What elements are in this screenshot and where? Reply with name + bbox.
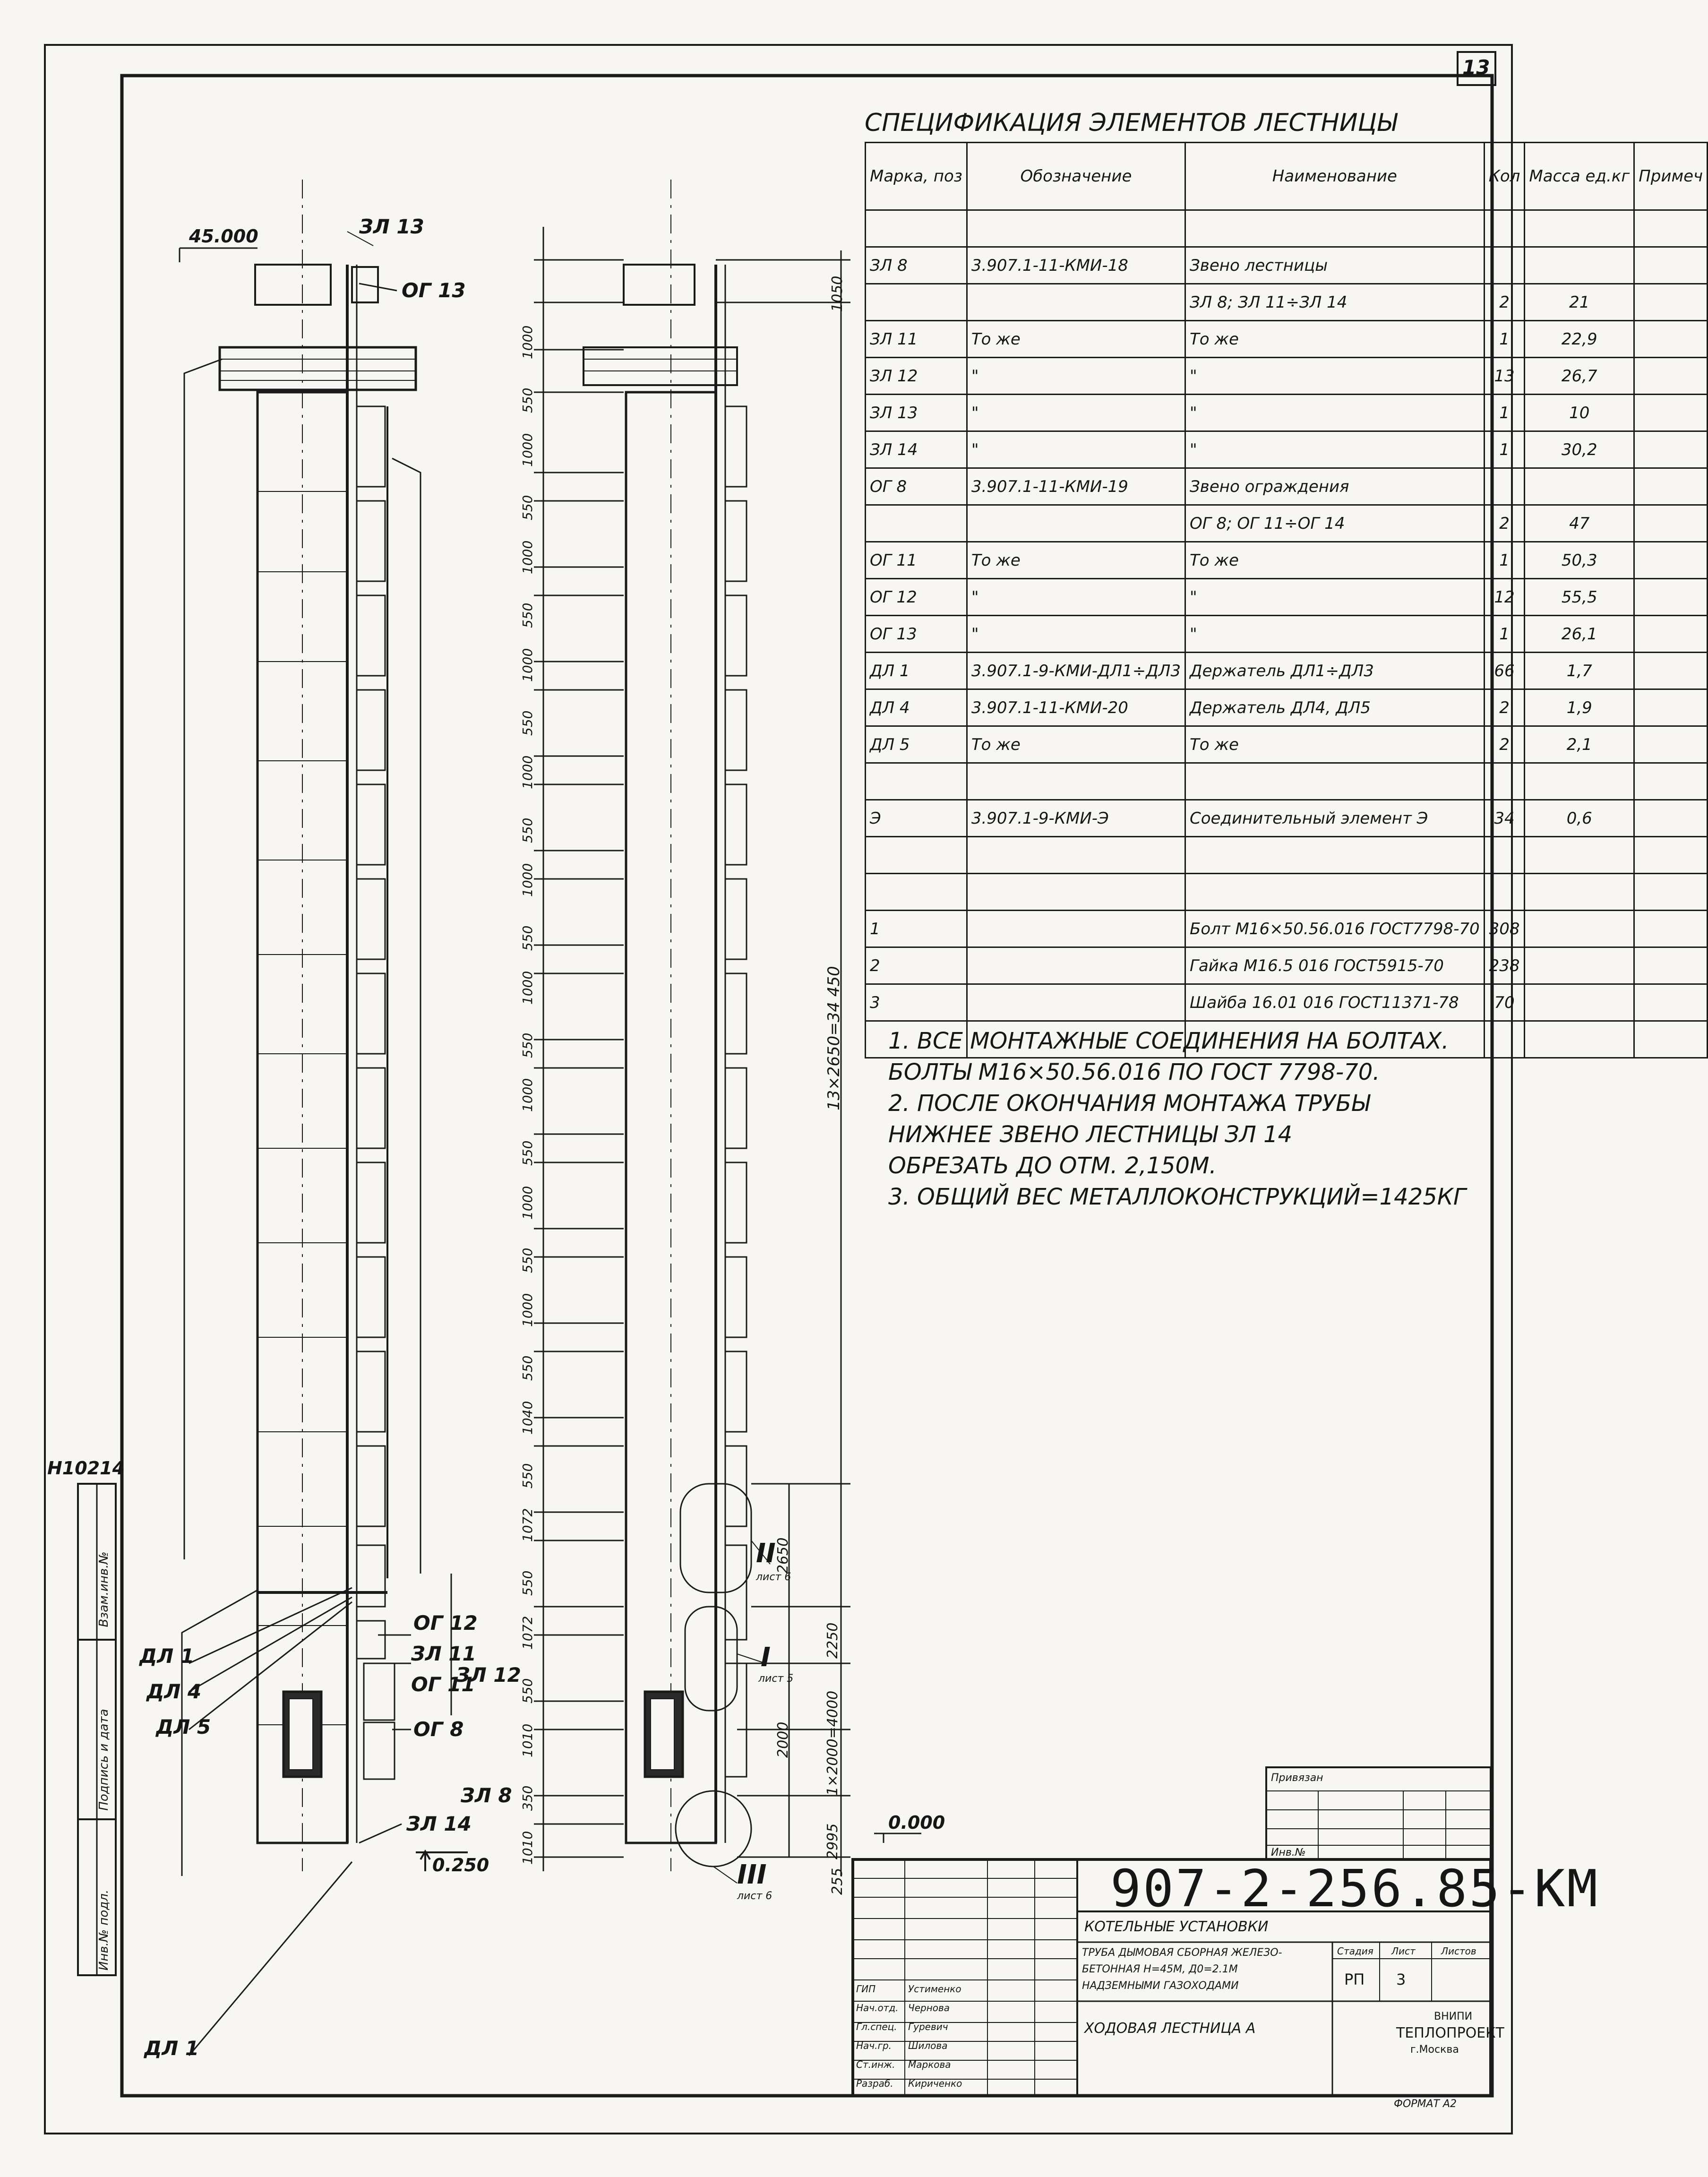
label-dl1-lower: ДЛ 1 xyxy=(144,2037,199,2060)
spec-cell: Звено лестницы xyxy=(1185,247,1485,284)
spec-cell: 2 xyxy=(866,947,967,984)
spec-cell: 26,7 xyxy=(1525,358,1634,395)
left-dim-text: 550 xyxy=(520,1570,535,1596)
label-zl8: ЗЛ 8 xyxy=(461,1784,512,1807)
left-dim-text: 1040 xyxy=(520,1401,535,1435)
spec-header-designation: Обозначение xyxy=(967,143,1185,210)
top-elevation-mark: 45.000 xyxy=(189,226,258,247)
left-dim-text: 1000 xyxy=(520,648,535,682)
label-og8: ОГ 8 xyxy=(413,1718,464,1741)
left-dim-text: 550 xyxy=(520,387,535,413)
zero-elevation-mark: 0.000 xyxy=(888,1812,945,1833)
spec-cell: ЗЛ 11 xyxy=(866,321,967,358)
tb-person-name: Шилова xyxy=(908,2040,948,2051)
note-line: БОЛТЫ М16×50.56.016 ПО ГОСТ 7798-70. xyxy=(888,1059,1380,1085)
left-dim-text: 1000 xyxy=(520,863,535,897)
note-line: ОБРЕЗАТЬ ДО ОТМ. 2,150М. xyxy=(888,1153,1217,1179)
tb-person-name: Маркова xyxy=(908,2059,951,2070)
spec-cell xyxy=(1634,210,1708,247)
callout-2-number: II xyxy=(756,1538,776,1569)
callout-1-sheet: лист 5 xyxy=(758,1673,794,1685)
note-line: НИЖНЕЕ ЗВЕНО ЛЕСТНИЦЫ ЗЛ 14 xyxy=(888,1121,1293,1148)
tb-person-role: Ст.инж. xyxy=(856,2059,895,2070)
spec-cell: 34 xyxy=(1484,800,1525,837)
spec-cell: " xyxy=(967,395,1185,431)
spec-cell xyxy=(1634,763,1708,800)
spec-cell: ЗЛ 13 xyxy=(866,395,967,431)
strip-label-replace: Взам.инв.№ xyxy=(97,1551,111,1627)
spec-cell: 3.907.1-11-КМИ-19 xyxy=(967,468,1185,505)
tb-person-name: Чернова xyxy=(908,2002,950,2014)
left-dim-text: 550 xyxy=(520,495,535,521)
spec-cell: ОГ 11 xyxy=(866,542,967,579)
spec-cell: Болт М16×50.56.016 ГОСТ7798-70 xyxy=(1185,911,1485,947)
left-dim-text: 1000 xyxy=(520,971,535,1005)
spec-cell: " xyxy=(967,616,1185,653)
spec-cell: Гайка М16.5 016 ГОСТ5915-70 xyxy=(1185,947,1485,984)
callout-2-sheet: лист 6 xyxy=(756,1571,791,1583)
tb-person-role: Разраб. xyxy=(856,2078,893,2089)
spec-cell: Шайба 16.01 016 ГОСТ11371-78 xyxy=(1185,984,1485,1021)
left-dim-text: 550 xyxy=(520,1678,535,1704)
spec-cell: 1,7 xyxy=(1525,653,1634,689)
spec-cell: 30,2 xyxy=(1525,431,1634,468)
spec-cell: ОГ 8; ОГ 11÷ОГ 14 xyxy=(1185,505,1485,542)
spec-cell: " xyxy=(967,579,1185,616)
label-zl14: ЗЛ 14 xyxy=(406,1812,472,1835)
spec-cell xyxy=(1634,837,1708,874)
spec-header-note: Примеч xyxy=(1634,143,1708,210)
sheet-number: 13 xyxy=(1462,56,1490,79)
spec-cell: Держатель ДЛ1÷ДЛ3 xyxy=(1185,653,1485,689)
dim-total-height: 13×2650=34 450 xyxy=(824,966,843,1110)
spec-cell: 3.907.1-9-КМИ-ДЛ1÷ДЛ3 xyxy=(967,653,1185,689)
spec-cell: ЗЛ 8 xyxy=(866,247,967,284)
spec-cell: 70 xyxy=(1484,984,1525,1021)
spec-cell xyxy=(1634,395,1708,431)
spec-cell: ДЛ 4 xyxy=(866,689,967,726)
tb-object-line-2: БЕТОННАЯ Н=45М, Д0=2.1М xyxy=(1082,1963,1238,1975)
note-line: 1. ВСЕ МОНТАЖНЫЕ СОЕДИНЕНИЯ НА БОЛТАХ. xyxy=(888,1028,1449,1054)
spec-cell: То же xyxy=(967,542,1185,579)
spec-cell: 1 xyxy=(1484,321,1525,358)
spec-cell xyxy=(1634,284,1708,321)
spec-cell: Соединительный элемент Э xyxy=(1185,800,1485,837)
spec-cell: " xyxy=(967,431,1185,468)
spec-cell: 1 xyxy=(866,911,967,947)
spec-cell: ЗЛ 14 xyxy=(866,431,967,468)
dim-top: 1050 xyxy=(829,275,846,312)
tb-project: КОТЕЛЬНЫЕ УСТАНОВКИ xyxy=(1084,1919,1269,1935)
dim-2000: 2000 xyxy=(775,1721,791,1758)
tb-person-role: Гл.спец. xyxy=(856,2021,897,2032)
spec-cell: ЗЛ 8; ЗЛ 11÷ЗЛ 14 xyxy=(1185,284,1485,321)
tb-stage-label: Стадия xyxy=(1337,1945,1373,1957)
tb-sheet-label: Лист xyxy=(1391,1945,1416,1957)
spec-header-qty: Кол xyxy=(1484,143,1525,210)
spec-cell: 55,5 xyxy=(1525,579,1634,616)
label-og12: ОГ 12 xyxy=(413,1611,478,1635)
left-dim-text: 1000 xyxy=(520,1293,535,1327)
tb-org-line-1: ВНИПИ xyxy=(1434,2011,1473,2022)
spec-cell xyxy=(1634,689,1708,726)
dim-bottom: 255 xyxy=(829,1867,846,1895)
spec-cell: 13 xyxy=(1484,358,1525,395)
tb-prived-label: Привязан xyxy=(1271,1772,1323,1784)
spec-cell: 1 xyxy=(1484,395,1525,431)
note-line: 2. ПОСЛЕ ОКОНЧАНИЯ МОНТАЖА ТРУБЫ xyxy=(888,1090,1370,1117)
label-zl12: ЗЛ 12 xyxy=(456,1663,521,1687)
spec-cell: Держатель ДЛ4, ДЛ5 xyxy=(1185,689,1485,726)
spec-cell xyxy=(1634,911,1708,947)
spec-cell: Звено ограждения xyxy=(1185,468,1485,505)
spec-cell: " xyxy=(1185,579,1485,616)
spec-cell: То же xyxy=(1185,726,1485,763)
label-og13: ОГ 13 xyxy=(402,279,466,302)
spec-cell: То же xyxy=(1185,542,1485,579)
tb-sheet-value: 3 xyxy=(1396,1970,1406,1988)
spec-cell xyxy=(1634,653,1708,689)
left-dim-text: 1000 xyxy=(520,433,535,467)
tb-sheets-label: Листов xyxy=(1441,1945,1476,1957)
spec-cell: 50,3 xyxy=(1525,542,1634,579)
dim-2250: 2250 xyxy=(824,1622,841,1659)
spec-cell: 2 xyxy=(1484,689,1525,726)
spec-cell: 2,1 xyxy=(1525,726,1634,763)
tb-person-name: Устименко xyxy=(908,1983,961,1995)
tb-person-role: Нач.отд. xyxy=(856,2002,899,2014)
spec-cell: 3.907.1-11-КМИ-20 xyxy=(967,689,1185,726)
spec-cell: " xyxy=(967,358,1185,395)
left-dim-text: 550 xyxy=(520,710,535,736)
spec-cell: 21 xyxy=(1525,284,1634,321)
spec-cell: 3.907.1-9-КМИ-Э xyxy=(967,800,1185,837)
spec-cell: 2 xyxy=(1484,726,1525,763)
left-dim-text: 1010 xyxy=(520,1831,535,1865)
spec-cell: " xyxy=(1185,395,1485,431)
tb-person-role: ГИП xyxy=(856,1983,876,1995)
spec-cell: 1 xyxy=(1484,431,1525,468)
base-elevation-mark: 0.250 xyxy=(432,1855,489,1876)
left-dim-text: 1072 xyxy=(520,1508,535,1542)
spec-cell: То же xyxy=(967,321,1185,358)
spec-cell: 1 xyxy=(1484,542,1525,579)
label-dl4: ДЛ 4 xyxy=(146,1680,202,1703)
left-dim-text: 1000 xyxy=(520,1078,535,1112)
spec-cell: 47 xyxy=(1525,505,1634,542)
spec-cell: " xyxy=(1185,616,1485,653)
spec-title: СПЕЦИФИКАЦИЯ ЭЛЕМЕНТОВ ЛЕСТНИЦЫ xyxy=(865,109,1397,137)
spec-cell xyxy=(1634,247,1708,284)
spec-cell: 22,9 xyxy=(1525,321,1634,358)
spec-cell: 2 xyxy=(1484,505,1525,542)
tb-person-name: Кириченко xyxy=(908,2078,962,2089)
left-dim-text: 1000 xyxy=(520,756,535,790)
left-dim-text: 550 xyxy=(520,925,535,951)
spec-cell: 10 xyxy=(1525,395,1634,431)
spec-cell: 308 xyxy=(1484,911,1525,947)
spec-cell: 1,9 xyxy=(1525,689,1634,726)
left-dim-text: 1072 xyxy=(520,1616,535,1650)
spec-cell: ДЛ 1 xyxy=(866,653,967,689)
tb-object-line-1: ТРУБА ДЫМОВАЯ СБОРНАЯ ЖЕЛЕЗО- xyxy=(1082,1947,1282,1959)
strip-label-sign: Подпись и дата xyxy=(97,1709,111,1811)
callout-1-number: I xyxy=(761,1642,771,1673)
spec-cell: 3.907.1-11-КМИ-18 xyxy=(967,247,1185,284)
left-dim-text: 550 xyxy=(520,817,535,843)
spec-cell xyxy=(1634,874,1708,911)
left-dim-text: 1000 xyxy=(520,325,535,359)
spec-cell: Э xyxy=(866,800,967,837)
spec-cell xyxy=(1634,321,1708,358)
spec-cell: ОГ 8 xyxy=(866,468,967,505)
spec-header-mark: Марка, поз xyxy=(866,143,967,210)
left-dim-text: 1000 xyxy=(520,1186,535,1220)
archive-number: Н10214 xyxy=(47,1458,125,1479)
tb-org-line-3: г.Москва xyxy=(1410,2044,1459,2056)
strip-label-inv: Инв.№ подл. xyxy=(97,1889,111,1970)
spec-cell: 238 xyxy=(1484,947,1525,984)
dim-4000: 1×2000=4000 xyxy=(824,1690,841,1796)
document-code: 907-2-256.85-КМ xyxy=(1110,1859,1600,1919)
spec-cell: 3 xyxy=(866,984,967,1021)
spec-cell: То же xyxy=(967,726,1185,763)
left-dim-text: 550 xyxy=(520,1463,535,1489)
left-dim-text: 550 xyxy=(520,1140,535,1166)
spec-cell: ЗЛ 12 xyxy=(866,358,967,395)
spec-cell xyxy=(1634,1021,1708,1058)
left-dim-text: 1000 xyxy=(520,540,535,575)
tb-person-role: Нач.гр. xyxy=(856,2040,892,2051)
tb-stage-value: РП xyxy=(1344,1970,1365,1988)
left-dim-text: 1010 xyxy=(520,1723,535,1757)
tb-sheet-title: ХОДОВАЯ ЛЕСТНИЦА А xyxy=(1084,2020,1256,2037)
spec-cell xyxy=(1634,579,1708,616)
callout-3-number: III xyxy=(737,1859,767,1890)
spec-cell xyxy=(1634,616,1708,653)
spec-header-name: Наименование xyxy=(1185,143,1485,210)
label-dl1-upper: ДЛ 1 xyxy=(139,1644,195,1668)
callout-3-sheet: лист 6 xyxy=(737,1890,772,1902)
left-dim-text: 550 xyxy=(520,602,535,628)
spec-cell: 1 xyxy=(1484,616,1525,653)
spec-cell: 0,6 xyxy=(1525,800,1634,837)
spec-cell: 66 xyxy=(1484,653,1525,689)
spec-cell: " xyxy=(1185,431,1485,468)
left-dim-text: 550 xyxy=(520,1033,535,1058)
spec-header-mass: Масса ед.кг xyxy=(1525,143,1634,210)
spec-cell xyxy=(1634,800,1708,837)
tb-inv-label: Инв.№ xyxy=(1271,1847,1306,1859)
spec-cell: То же xyxy=(1185,321,1485,358)
left-dim-text: 550 xyxy=(520,1355,535,1381)
spec-cell xyxy=(1634,505,1708,542)
spec-cell: 26,1 xyxy=(1525,616,1634,653)
spec-cell xyxy=(1634,468,1708,505)
spec-cell: 12 xyxy=(1484,579,1525,616)
left-dim-text: 350 xyxy=(520,1785,535,1811)
spec-cell xyxy=(1634,726,1708,763)
dim-2995: 2995 xyxy=(824,1823,841,1859)
note-line: 3. ОБЩИЙ ВЕС МЕТАЛЛОКОНСТРУКЦИЙ=1425КГ xyxy=(888,1184,1466,1210)
spec-cell: ОГ 13 xyxy=(866,616,967,653)
spec-cell: ОГ 12 xyxy=(866,579,967,616)
spec-cell xyxy=(1634,947,1708,984)
tb-format: ФОРМАТ А2 xyxy=(1394,2098,1457,2110)
spec-cell: ДЛ 5 xyxy=(866,726,967,763)
tb-org-line-2: ТЕПЛОПРОЕКТ xyxy=(1396,2025,1504,2041)
spec-cell xyxy=(1634,542,1708,579)
label-dl5: ДЛ 5 xyxy=(156,1715,211,1738)
spec-cell xyxy=(1634,358,1708,395)
tb-object-line-3: НАДЗЕМНЫМИ ГАЗОХОДАМИ xyxy=(1082,1980,1239,1992)
tb-person-name: Гуревич xyxy=(908,2021,948,2032)
spec-cell xyxy=(1634,984,1708,1021)
label-og11: ОГ 11 xyxy=(411,1673,475,1696)
spec-cell: " xyxy=(1185,358,1485,395)
label-zl11: ЗЛ 11 xyxy=(411,1642,476,1665)
dim-2650: 2650 xyxy=(775,1537,791,1574)
label-zl13: ЗЛ 13 xyxy=(359,215,424,238)
left-dim-text: 550 xyxy=(520,1248,535,1274)
spec-cell xyxy=(1634,431,1708,468)
spec-cell: 2 xyxy=(1484,284,1525,321)
